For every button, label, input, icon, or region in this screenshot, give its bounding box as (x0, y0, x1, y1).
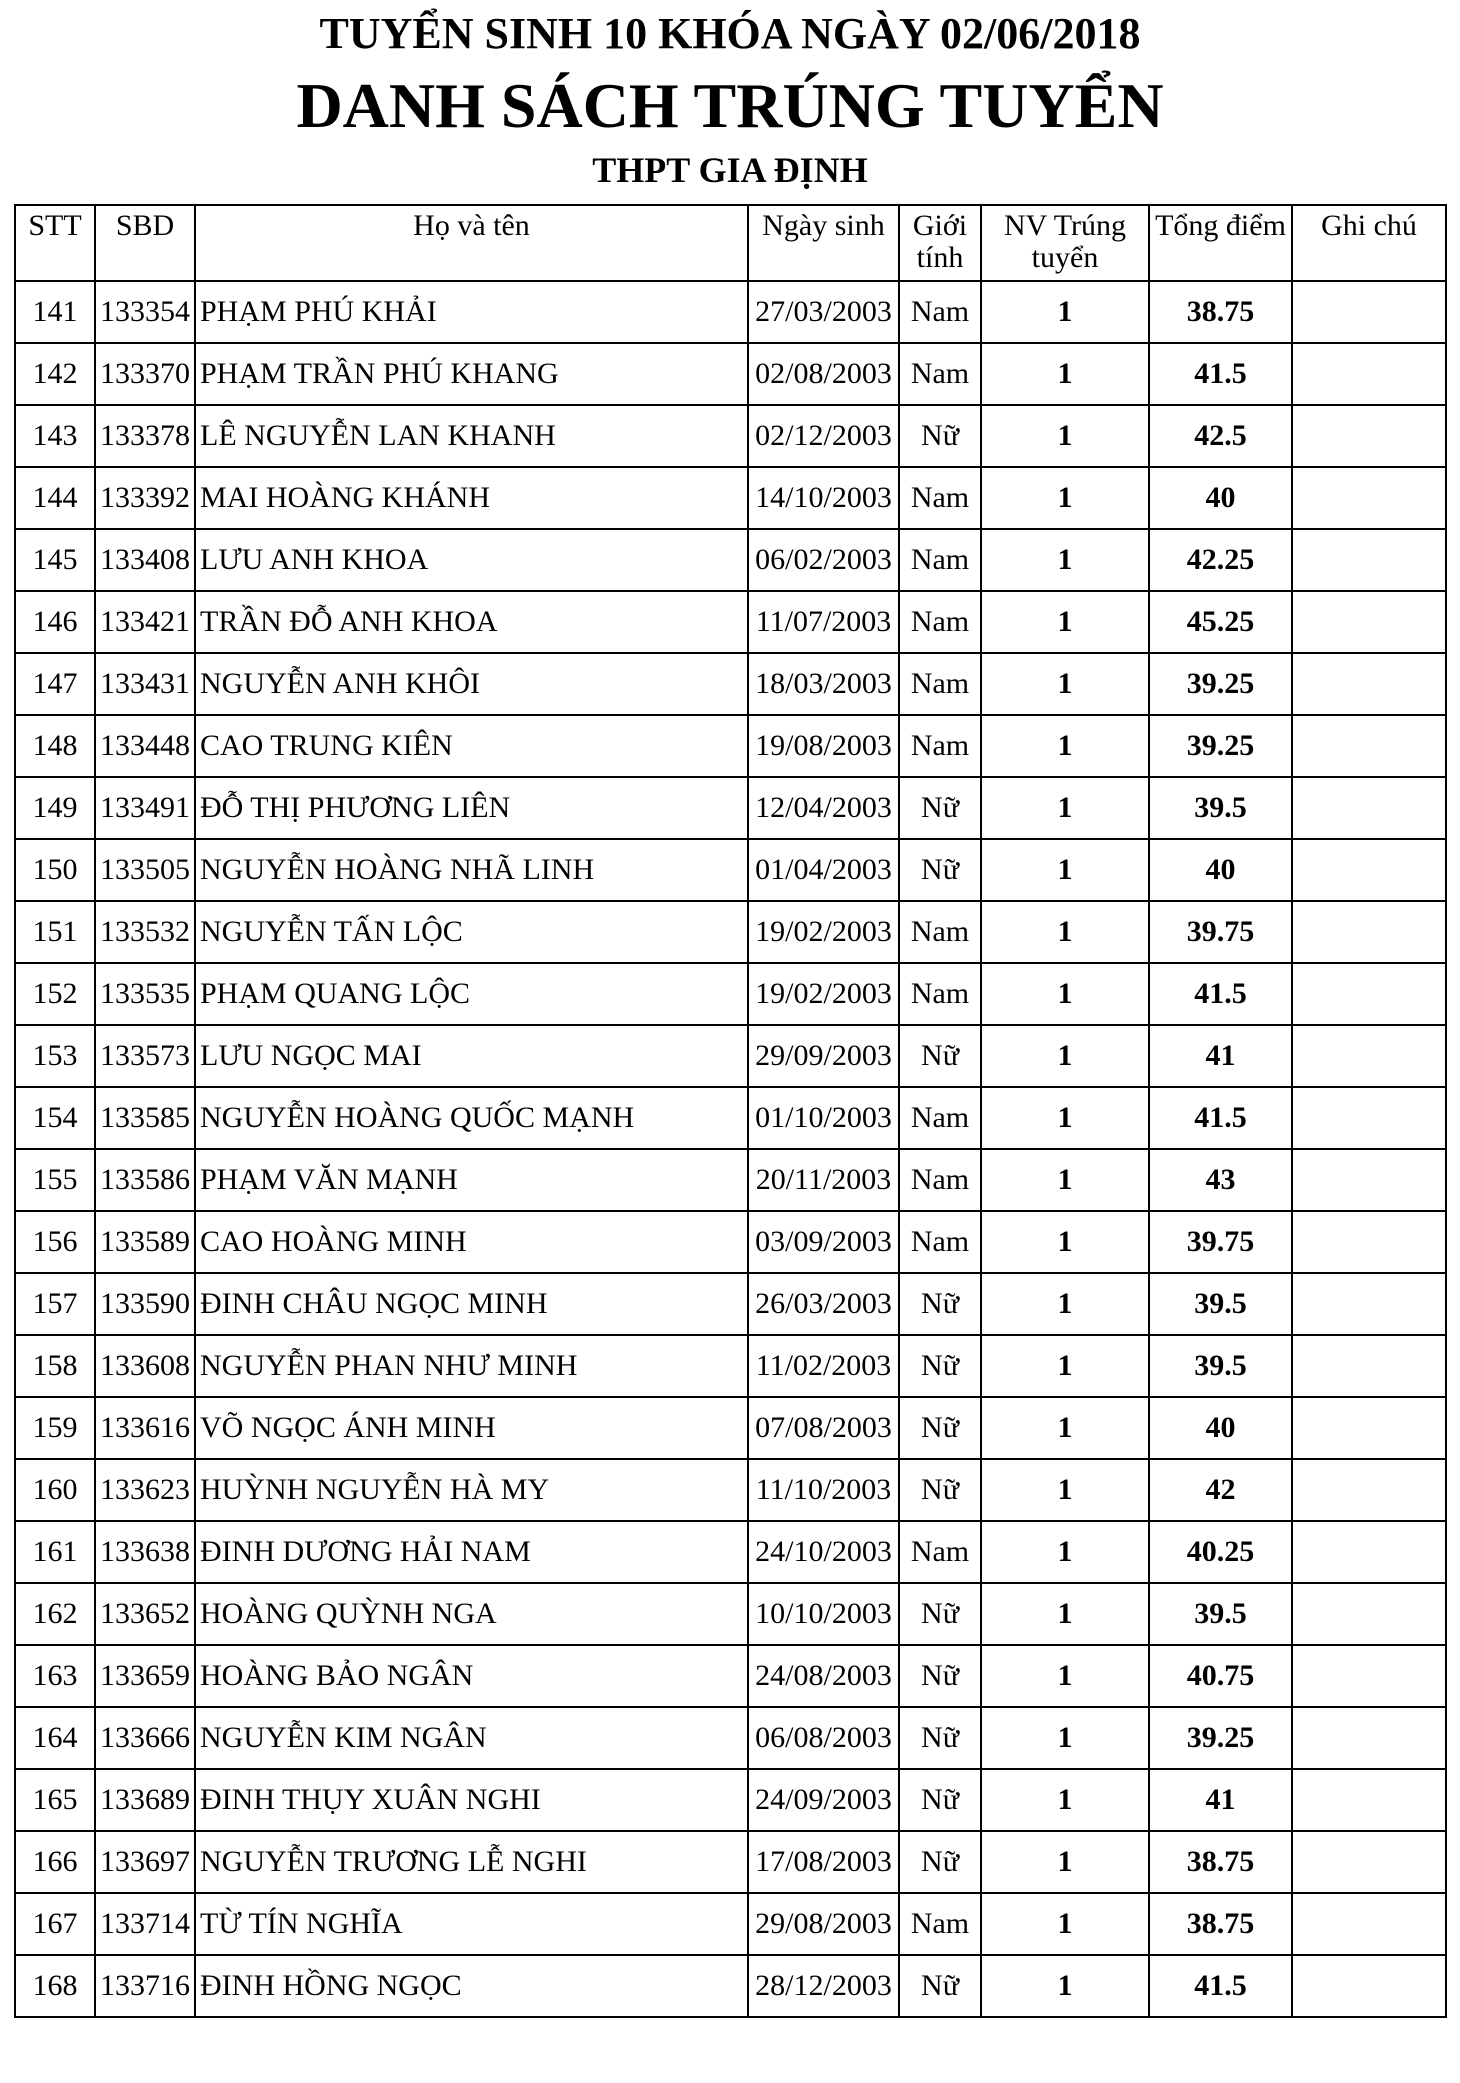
cell-note (1292, 1831, 1446, 1893)
table-row (15, 839, 1446, 901)
cell-sbd: 133714 (95, 1893, 195, 1955)
cell-sbd: 133590 (95, 1273, 195, 1335)
col-header-stt: STT (15, 205, 95, 281)
cell-dob: 02/12/2003 (748, 405, 899, 467)
table-row (15, 467, 1446, 529)
cell-score: 41.5 (1149, 963, 1292, 1025)
cell-name: PHẠM TRẦN PHÚ KHANG (195, 343, 748, 405)
cell-gender: Nam (899, 1211, 981, 1273)
cell-sbd: 133535 (95, 963, 195, 1025)
cell-nv: 1 (981, 715, 1149, 777)
cell-name: MAI HOÀNG KHÁNH (195, 467, 748, 529)
cell-stt: 154 (15, 1087, 95, 1149)
cell-nv: 1 (981, 1583, 1149, 1645)
cell-score: 41 (1149, 1769, 1292, 1831)
cell-name: NGUYỄN ANH KHÔI (195, 653, 748, 715)
cell-name: ĐINH THỤY XUÂN NGHI (195, 1769, 748, 1831)
cell-dob: 01/04/2003 (748, 839, 899, 901)
cell-name: ĐINH HỒNG NGỌC (195, 1955, 748, 2017)
cell-sbd: 133421 (95, 591, 195, 653)
cell-note (1292, 343, 1446, 405)
cell-sbd: 133623 (95, 1459, 195, 1521)
cell-name: LƯU ANH KHOA (195, 529, 748, 591)
cell-gender: Nam (899, 963, 981, 1025)
cell-stt: 148 (15, 715, 95, 777)
cell-stt: 142 (15, 343, 95, 405)
cell-score: 39.75 (1149, 901, 1292, 963)
cell-gender: Nam (899, 467, 981, 529)
cell-note (1292, 1211, 1446, 1273)
cell-score: 39.5 (1149, 1273, 1292, 1335)
cell-name: HOÀNG BẢO NGÂN (195, 1645, 748, 1707)
col-header-dob: Ngày sinh (748, 205, 899, 281)
cell-note (1292, 405, 1446, 467)
cell-note (1292, 839, 1446, 901)
cell-score: 39.25 (1149, 1707, 1292, 1769)
cell-sbd: 133585 (95, 1087, 195, 1149)
cell-stt: 163 (15, 1645, 95, 1707)
col-header-name: Họ và tên (195, 205, 748, 281)
cell-note (1292, 529, 1446, 591)
cell-sbd: 133616 (95, 1397, 195, 1459)
cell-stt: 143 (15, 405, 95, 467)
cell-note (1292, 901, 1446, 963)
cell-stt: 150 (15, 839, 95, 901)
cell-gender: Nam (899, 1521, 981, 1583)
cell-sbd: 133589 (95, 1211, 195, 1273)
col-header-note: Ghi chú (1292, 205, 1446, 281)
table-row (15, 715, 1446, 777)
cell-name: HUỲNH NGUYỄN HÀ MY (195, 1459, 748, 1521)
table-row (15, 777, 1446, 839)
cell-name: ĐINH CHÂU NGỌC MINH (195, 1273, 748, 1335)
cell-name: NGUYỄN TRƯƠNG LỄ NGHI (195, 1831, 748, 1893)
cell-gender: Nam (899, 591, 981, 653)
cell-nv: 1 (981, 1149, 1149, 1211)
cell-score: 40.25 (1149, 1521, 1292, 1583)
cell-gender: Nam (899, 901, 981, 963)
cell-sbd: 133689 (95, 1769, 195, 1831)
cell-gender: Nam (899, 343, 981, 405)
cell-dob: 19/02/2003 (748, 901, 899, 963)
table-row (15, 1769, 1446, 1831)
cell-dob: 19/02/2003 (748, 963, 899, 1025)
cell-note (1292, 1707, 1446, 1769)
cell-stt: 160 (15, 1459, 95, 1521)
cell-dob: 11/10/2003 (748, 1459, 899, 1521)
cell-name: VÕ NGỌC ÁNH MINH (195, 1397, 748, 1459)
cell-nv: 1 (981, 1025, 1149, 1087)
cell-nv: 1 (981, 529, 1149, 591)
table-header (15, 205, 1446, 281)
col-header-gender: Giới tính (899, 205, 981, 281)
table-row (15, 1459, 1446, 1521)
cell-nv: 1 (981, 1335, 1149, 1397)
cell-dob: 29/08/2003 (748, 1893, 899, 1955)
cell-sbd: 133638 (95, 1521, 195, 1583)
col-header-nv: NV Trúng tuyển (981, 205, 1149, 281)
cell-name: NGUYỄN HOÀNG QUỐC MẠNH (195, 1087, 748, 1149)
cell-nv: 1 (981, 1831, 1149, 1893)
cell-nv: 1 (981, 1087, 1149, 1149)
table-row (15, 405, 1446, 467)
admission-table (14, 204, 1447, 2018)
cell-name: NGUYỄN KIM NGÂN (195, 1707, 748, 1769)
cell-gender: Nam (899, 1149, 981, 1211)
table-row (15, 281, 1446, 343)
cell-note (1292, 281, 1446, 343)
table-row (15, 529, 1446, 591)
cell-nv: 1 (981, 1769, 1149, 1831)
table-row (15, 901, 1446, 963)
cell-sbd: 133378 (95, 405, 195, 467)
table-row (15, 653, 1446, 715)
cell-sbd: 133573 (95, 1025, 195, 1087)
cell-sbd: 133505 (95, 839, 195, 901)
table-row (15, 1955, 1446, 2017)
cell-name: HOÀNG QUỲNH NGA (195, 1583, 748, 1645)
cell-gender: Nam (899, 1087, 981, 1149)
table-row (15, 1149, 1446, 1211)
cell-sbd: 133697 (95, 1831, 195, 1893)
cell-nv: 1 (981, 1707, 1149, 1769)
table-row (15, 1707, 1446, 1769)
cell-sbd: 133666 (95, 1707, 195, 1769)
cell-nv: 1 (981, 1521, 1149, 1583)
cell-score: 45.25 (1149, 591, 1292, 653)
cell-score: 41.5 (1149, 1087, 1292, 1149)
cell-gender: Nữ (899, 1397, 981, 1459)
cell-score: 38.75 (1149, 1831, 1292, 1893)
cell-gender: Nam (899, 653, 981, 715)
cell-gender: Nữ (899, 1831, 981, 1893)
cell-score: 39.25 (1149, 715, 1292, 777)
cell-stt: 144 (15, 467, 95, 529)
cell-gender: Nữ (899, 839, 981, 901)
cell-dob: 18/03/2003 (748, 653, 899, 715)
cell-sbd: 133408 (95, 529, 195, 591)
cell-dob: 24/08/2003 (748, 1645, 899, 1707)
cell-sbd: 133392 (95, 467, 195, 529)
cell-nv: 1 (981, 1893, 1149, 1955)
cell-score: 42.5 (1149, 405, 1292, 467)
cell-gender: Nữ (899, 1769, 981, 1831)
table-row (15, 1645, 1446, 1707)
cell-dob: 29/09/2003 (748, 1025, 899, 1087)
cell-note (1292, 777, 1446, 839)
cell-stt: 151 (15, 901, 95, 963)
cell-dob: 19/08/2003 (748, 715, 899, 777)
cell-name: ĐINH DƯƠNG HẢI NAM (195, 1521, 748, 1583)
cell-score: 42.25 (1149, 529, 1292, 591)
cell-nv: 1 (981, 1645, 1149, 1707)
cell-score: 38.75 (1149, 1893, 1292, 1955)
cell-note (1292, 1583, 1446, 1645)
header-row (15, 205, 1446, 281)
cell-nv: 1 (981, 1459, 1149, 1521)
cell-stt: 145 (15, 529, 95, 591)
cell-note (1292, 1893, 1446, 1955)
cell-score: 41 (1149, 1025, 1292, 1087)
cell-dob: 07/08/2003 (748, 1397, 899, 1459)
cell-sbd: 133652 (95, 1583, 195, 1645)
cell-stt: 164 (15, 1707, 95, 1769)
cell-stt: 152 (15, 963, 95, 1025)
col-header-sbd: SBD (95, 205, 195, 281)
exam-title: TUYỂN SINH 10 KHÓA NGÀY 02/06/2018 (319, 9, 1141, 58)
cell-note (1292, 1273, 1446, 1335)
cell-gender: Nữ (899, 1335, 981, 1397)
cell-gender: Nữ (899, 405, 981, 467)
cell-stt: 147 (15, 653, 95, 715)
cell-score: 39.25 (1149, 653, 1292, 715)
cell-nv: 1 (981, 281, 1149, 343)
cell-dob: 03/09/2003 (748, 1211, 899, 1273)
cell-nv: 1 (981, 1955, 1149, 2017)
list-title: DANH SÁCH TRÚNG TUYỂN (296, 70, 1164, 141)
cell-gender: Nữ (899, 777, 981, 839)
cell-stt: 168 (15, 1955, 95, 2017)
cell-note (1292, 1149, 1446, 1211)
cell-sbd: 133659 (95, 1645, 195, 1707)
cell-note (1292, 1521, 1446, 1583)
table-row (15, 1521, 1446, 1583)
cell-score: 43 (1149, 1149, 1292, 1211)
cell-score: 39.5 (1149, 1335, 1292, 1397)
cell-stt: 146 (15, 591, 95, 653)
cell-gender: Nữ (899, 1459, 981, 1521)
cell-stt: 141 (15, 281, 95, 343)
cell-name: CAO TRUNG KIÊN (195, 715, 748, 777)
cell-stt: 155 (15, 1149, 95, 1211)
cell-name: TRẦN ĐỖ ANH KHOA (195, 591, 748, 653)
table-row (15, 591, 1446, 653)
cell-nv: 1 (981, 343, 1149, 405)
table-row (15, 1087, 1446, 1149)
cell-name: PHẠM QUANG LỘC (195, 963, 748, 1025)
table-body (15, 281, 1446, 2017)
cell-note (1292, 591, 1446, 653)
cell-sbd: 133716 (95, 1955, 195, 2017)
cell-note (1292, 715, 1446, 777)
cell-name: ĐỖ THỊ PHƯƠNG LIÊN (195, 777, 748, 839)
cell-note (1292, 1769, 1446, 1831)
cell-stt: 165 (15, 1769, 95, 1831)
cell-note (1292, 1459, 1446, 1521)
cell-sbd: 133431 (95, 653, 195, 715)
cell-nv: 1 (981, 591, 1149, 653)
cell-gender: Nam (899, 715, 981, 777)
table-row (15, 1583, 1446, 1645)
cell-note (1292, 653, 1446, 715)
cell-dob: 06/02/2003 (748, 529, 899, 591)
cell-gender: Nữ (899, 1583, 981, 1645)
cell-sbd: 133370 (95, 343, 195, 405)
cell-dob: 11/02/2003 (748, 1335, 899, 1397)
cell-note (1292, 1955, 1446, 2017)
cell-sbd: 133491 (95, 777, 195, 839)
cell-stt: 166 (15, 1831, 95, 1893)
cell-note (1292, 1335, 1446, 1397)
cell-name: CAO HOÀNG MINH (195, 1211, 748, 1273)
cell-name: NGUYỄN HOÀNG NHÃ LINH (195, 839, 748, 901)
cell-score: 40.75 (1149, 1645, 1292, 1707)
cell-note (1292, 467, 1446, 529)
cell-dob: 28/12/2003 (748, 1955, 899, 2017)
cell-score: 41.5 (1149, 343, 1292, 405)
cell-nv: 1 (981, 405, 1149, 467)
cell-note (1292, 1397, 1446, 1459)
cell-nv: 1 (981, 839, 1149, 901)
cell-nv: 1 (981, 467, 1149, 529)
cell-name: NGUYỄN PHAN NHƯ MINH (195, 1335, 748, 1397)
cell-stt: 156 (15, 1211, 95, 1273)
table-row (15, 1025, 1446, 1087)
table-row (15, 1273, 1446, 1335)
cell-name: NGUYỄN TẤN LỘC (195, 901, 748, 963)
cell-nv: 1 (981, 901, 1149, 963)
cell-dob: 26/03/2003 (748, 1273, 899, 1335)
cell-gender: Nam (899, 281, 981, 343)
cell-name: PHẠM VĂN MẠNH (195, 1149, 748, 1211)
cell-nv: 1 (981, 777, 1149, 839)
cell-score: 38.75 (1149, 281, 1292, 343)
cell-sbd: 133354 (95, 281, 195, 343)
cell-sbd: 133532 (95, 901, 195, 963)
cell-gender: Nam (899, 1893, 981, 1955)
cell-stt: 162 (15, 1583, 95, 1645)
cell-note (1292, 1087, 1446, 1149)
cell-dob: 27/03/2003 (748, 281, 899, 343)
cell-nv: 1 (981, 653, 1149, 715)
cell-stt: 161 (15, 1521, 95, 1583)
cell-dob: 24/10/2003 (748, 1521, 899, 1583)
cell-stt: 159 (15, 1397, 95, 1459)
cell-score: 39.75 (1149, 1211, 1292, 1273)
cell-gender: Nữ (899, 1645, 981, 1707)
cell-dob: 10/10/2003 (748, 1583, 899, 1645)
cell-dob: 11/07/2003 (748, 591, 899, 653)
cell-gender: Nữ (899, 1707, 981, 1769)
table-row (15, 343, 1446, 405)
cell-dob: 01/10/2003 (748, 1087, 899, 1149)
cell-note (1292, 963, 1446, 1025)
cell-score: 42 (1149, 1459, 1292, 1521)
cell-name: LƯU NGỌC MAI (195, 1025, 748, 1087)
cell-stt: 167 (15, 1893, 95, 1955)
cell-note (1292, 1645, 1446, 1707)
cell-nv: 1 (981, 963, 1149, 1025)
cell-dob: 17/08/2003 (748, 1831, 899, 1893)
table-row (15, 1831, 1446, 1893)
cell-score: 41.5 (1149, 1955, 1292, 2017)
table-row (15, 1335, 1446, 1397)
cell-gender: Nữ (899, 1273, 981, 1335)
cell-score: 39.5 (1149, 777, 1292, 839)
cell-sbd: 133586 (95, 1149, 195, 1211)
cell-nv: 1 (981, 1211, 1149, 1273)
table-row (15, 1397, 1446, 1459)
cell-note (1292, 1025, 1446, 1087)
cell-sbd: 133608 (95, 1335, 195, 1397)
cell-gender: Nữ (899, 1955, 981, 2017)
cell-score: 40 (1149, 1397, 1292, 1459)
col-header-score: Tổng điểm (1149, 205, 1292, 281)
cell-gender: Nữ (899, 1025, 981, 1087)
cell-stt: 153 (15, 1025, 95, 1087)
cell-stt: 149 (15, 777, 95, 839)
cell-sbd: 133448 (95, 715, 195, 777)
cell-nv: 1 (981, 1273, 1149, 1335)
cell-dob: 02/08/2003 (748, 343, 899, 405)
table-row (15, 1893, 1446, 1955)
cell-dob: 06/08/2003 (748, 1707, 899, 1769)
cell-score: 39.5 (1149, 1583, 1292, 1645)
cell-name: PHẠM PHÚ KHẢI (195, 281, 748, 343)
table-row (15, 963, 1446, 1025)
table-row (15, 1211, 1446, 1273)
cell-score: 40 (1149, 467, 1292, 529)
cell-dob: 20/11/2003 (748, 1149, 899, 1211)
cell-nv: 1 (981, 1397, 1149, 1459)
cell-name: TỪ TÍN NGHĨA (195, 1893, 748, 1955)
cell-dob: 14/10/2003 (748, 467, 899, 529)
cell-gender: Nam (899, 529, 981, 591)
cell-name: LÊ NGUYỄN LAN KHANH (195, 405, 748, 467)
school-name: THPT GIA ĐỊNH (592, 150, 868, 190)
cell-stt: 157 (15, 1273, 95, 1335)
cell-score: 40 (1149, 839, 1292, 901)
cell-dob: 12/04/2003 (748, 777, 899, 839)
cell-dob: 24/09/2003 (748, 1769, 899, 1831)
cell-stt: 158 (15, 1335, 95, 1397)
